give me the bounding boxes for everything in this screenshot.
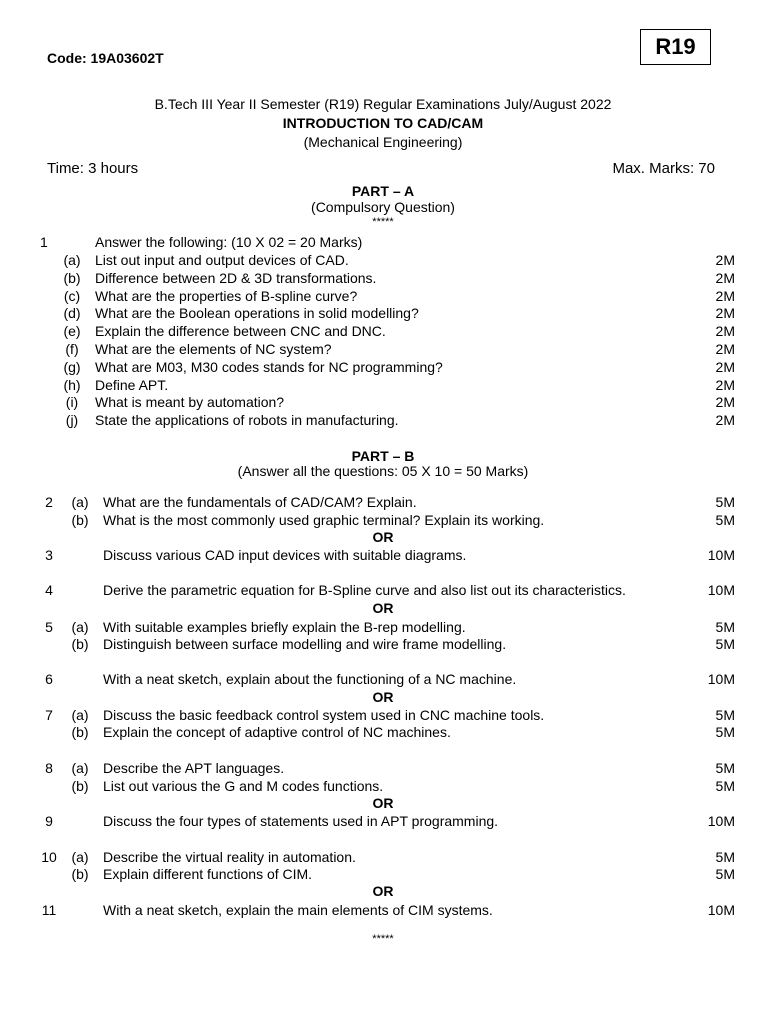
part-b-subtitle: (Answer all the questions: 05 X 10 = 50 Marks) (237, 463, 529, 479)
question-1-instruction: Answer the following: (10 X 02 = 20 Marks) (95, 234, 363, 250)
question-marks: 5M (715, 636, 735, 652)
or-separator: OR (372, 689, 394, 705)
question-text: With a neat sketch, explain the main elements of CIM systems. (103, 902, 493, 918)
question-text: What are the fundamentals of CAD/CAM? Explain. (103, 494, 417, 510)
part-a-item-marks: 2M (715, 287, 735, 304)
question-marks: 5M (715, 619, 735, 635)
question-text: With suitable examples briefly explain the B-rep modelling. (103, 619, 466, 635)
question-marks: 10M (707, 582, 735, 598)
question-marks: 5M (715, 512, 735, 528)
question-number: 3 (45, 547, 53, 563)
question-number: 11 (41, 902, 57, 918)
part-a-item-text: Define APT. (95, 376, 169, 393)
paper-code: Code: 19A03602T (47, 50, 164, 66)
question-text: Describe the virtual reality in automation. (103, 849, 356, 865)
part-a-item-marks: 2M (715, 269, 735, 286)
sub-question-label: (a) (71, 707, 89, 723)
question-number: 5 (45, 619, 53, 635)
exam-title: B.Tech III Year II Semester (R19) Regular Examinations July/August 2022 (154, 96, 612, 112)
part-a-item-marks: 2M (715, 412, 735, 429)
question-marks: 5M (715, 494, 735, 510)
part-a-item-label: (a) (63, 252, 81, 268)
or-separator: OR (372, 600, 394, 616)
question-marks: 10M (707, 813, 735, 829)
question-number: 9 (45, 813, 53, 829)
part-a-item-label: (b) (63, 269, 81, 286)
or-separator: OR (372, 529, 394, 545)
part-a-item-text: Explain the difference between CNC and DNC. (95, 323, 386, 340)
part-a-item-text: What are M03, M30 codes stands for NC programming? (95, 358, 443, 375)
question-number: 8 (45, 760, 53, 776)
question-text: List out various the G and M codes functions. (103, 778, 384, 794)
question-text: Distinguish between surface modelling and wire frame modelling. (103, 636, 507, 652)
or-separator: OR (372, 795, 394, 811)
subject-title: INTRODUCTION TO CAD/CAM (282, 115, 484, 131)
branch: (Mechanical Engineering) (303, 134, 463, 150)
question-marks: 10M (707, 902, 735, 918)
time-info: Time: 3 hours (47, 160, 139, 177)
question-text: Explain the concept of adaptive control of NC machines. (103, 724, 451, 740)
sub-question-label: (a) (71, 494, 89, 510)
sub-question-label: (b) (71, 866, 89, 882)
part-a-item-text: Difference between 2D & 3D transformations. (95, 269, 377, 286)
question-text: What is the most commonly used graphic terminal? Explain its working. (103, 512, 545, 528)
question-marks: 5M (715, 849, 735, 865)
question-number: 4 (45, 582, 53, 598)
part-a-item-text: What are the Boolean operations in solid modelling? (95, 305, 419, 322)
part-a-item-label: (i) (65, 394, 79, 411)
question-number: 7 (45, 707, 53, 723)
sub-question-label: (b) (71, 778, 89, 794)
part-a-item-text: State the applications of robots in manufacturing. (95, 412, 399, 429)
part-a-item-marks: 2M (715, 394, 735, 411)
or-separator: OR (372, 883, 394, 899)
end-stars: ***** (372, 933, 394, 945)
part-a-subtitle: (Compulsory Question) (311, 199, 455, 215)
part-a-item-label: (e) (63, 323, 81, 340)
part-a-item-label: (j) (65, 412, 79, 429)
question-number: 2 (45, 494, 53, 510)
question-text: Discuss various CAD input devices with suitable diagrams. (103, 547, 467, 563)
question-marks: 5M (715, 707, 735, 723)
part-a-title: PART – A (351, 183, 415, 199)
part-a-item-label: (d) (63, 305, 81, 322)
part-a-item-label: (c) (63, 287, 81, 304)
regulation-box: R19 (640, 29, 711, 65)
part-b-title: PART – B (351, 448, 415, 464)
max-marks: Max. Marks: 70 (612, 160, 715, 177)
question-number: 6 (45, 671, 53, 687)
question-marks: 10M (707, 547, 735, 563)
question-marks: 5M (715, 760, 735, 776)
part-a-item-marks: 2M (715, 376, 735, 393)
part-a-item-text: What is meant by automation? (95, 394, 285, 411)
sub-question-label: (a) (71, 849, 89, 865)
part-a-item-text: List out input and output devices of CAD. (95, 252, 349, 268)
sub-question-label: (a) (71, 760, 89, 776)
question-marks: 5M (715, 724, 735, 740)
part-a-item-text: What are the properties of B-spline curve? (95, 287, 358, 304)
question-1-number: 1 (40, 234, 48, 250)
part-a-item-marks: 2M (715, 252, 735, 268)
question-marks: 10M (707, 671, 735, 687)
question-text: Discuss the four types of statements used in APT programming. (103, 813, 499, 829)
part-a-item-marks: 2M (715, 323, 735, 340)
question-text: Explain different functions of CIM. (103, 866, 313, 882)
part-a-item-marks: 2M (715, 358, 735, 375)
question-marks: 5M (715, 778, 735, 794)
question-text: Describe the APT languages. (103, 760, 285, 776)
part-a-stars: ***** (372, 216, 394, 228)
question-number: 10 (41, 849, 57, 865)
question-marks: 5M (715, 866, 735, 882)
part-a-item-label: (g) (63, 358, 81, 375)
sub-question-label: (b) (71, 636, 89, 652)
part-a-item-text: What are the elements of NC system? (95, 341, 332, 357)
part-a-item-marks: 2M (715, 305, 735, 322)
part-a-item-label: (h) (63, 376, 81, 393)
sub-question-label: (b) (71, 512, 89, 528)
sub-question-label: (b) (71, 724, 89, 740)
sub-question-label: (a) (71, 619, 89, 635)
question-text: Derive the parametric equation for B-Spline curve and also list out its characteristics. (103, 582, 626, 598)
part-a-item-marks: 2M (715, 341, 735, 357)
question-text: With a neat sketch, explain about the functioning of a NC machine. (103, 671, 517, 687)
part-a-item-label: (f) (65, 341, 79, 357)
question-text: Discuss the basic feedback control system used in CNC machine tools. (103, 707, 545, 723)
